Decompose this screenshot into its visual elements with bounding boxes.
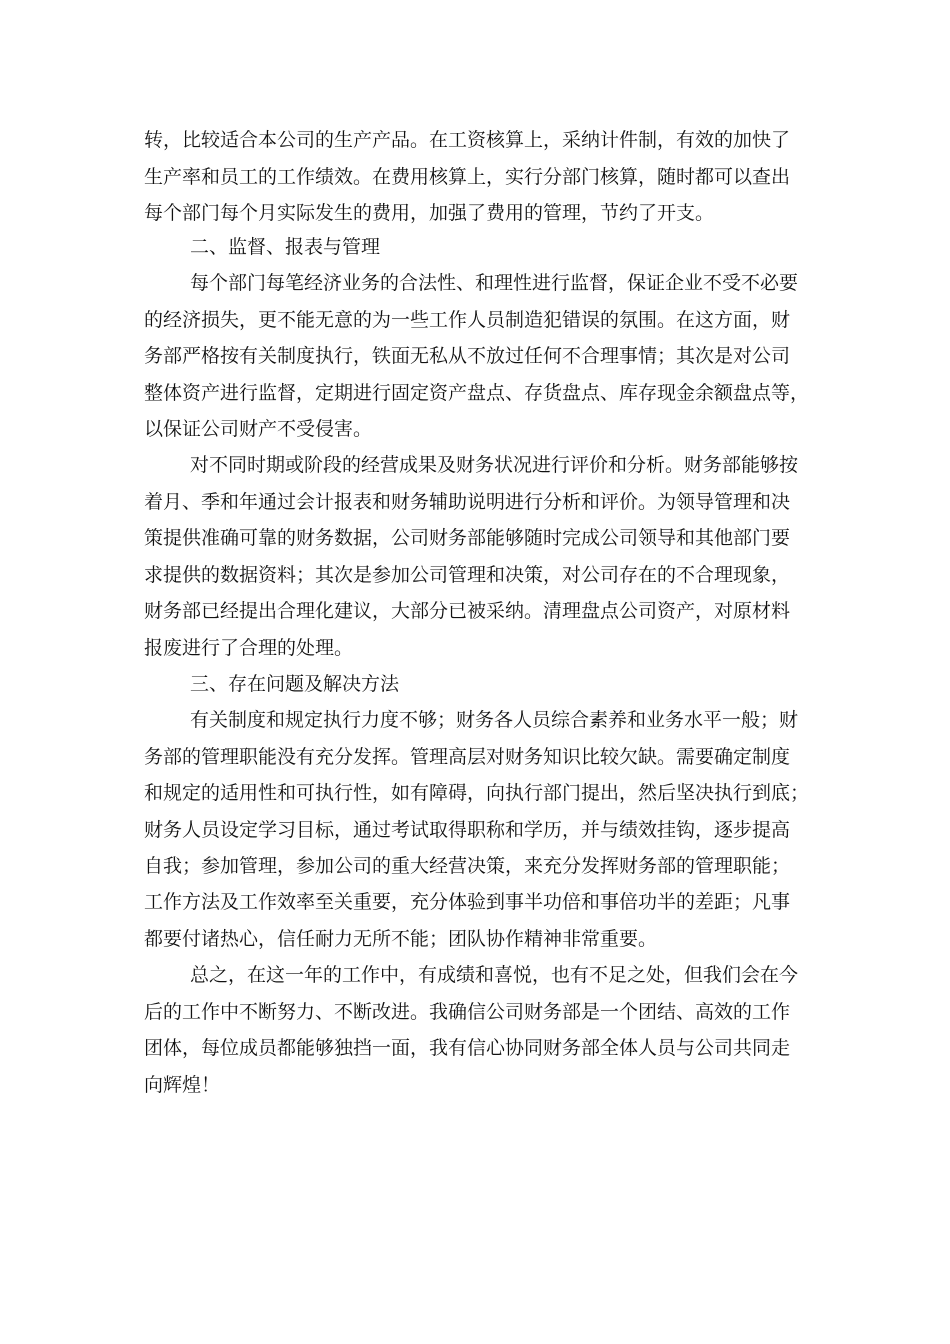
text-line: 整体资产进行监督，定期进行固定资产盘点、存货盘点、库存现金余额盘点等， <box>144 382 810 404</box>
text-line: 每个部门每笔经济业务的合法性、和理性进行监督，保证企业不受不必要 <box>190 272 799 294</box>
text-line: 务部严格按有关制度执行，铁面无私从不放过任何不合理事情；其次是对公司 <box>144 345 791 367</box>
text-line: 自我；参加管理，参加公司的重大经营决策，来充分发挥财务部的管理职能； <box>144 855 791 877</box>
text-line: 转，比较适合本公司的生产产品。在工资核算上，采纳计件制，有效的加快了 <box>144 129 791 151</box>
text-line: 团体，每位成员都能够独挡一面，我有信心协同财务部全体人员与公司共同走 <box>144 1037 791 1059</box>
text-line: 总之，在这一年的工作中，有成绩和喜悦，也有不足之处，但我们会在今 <box>190 964 799 986</box>
text-line: 求提供的数据资料；其次是参加公司管理和决策，对公司存在的不合理现象， <box>144 564 791 586</box>
text-line: 策提供准确可靠的财务数据，公司财务部能够随时完成公司领导和其他部门要 <box>144 527 791 549</box>
text-line: 和规定的适用性和可执行性，如有障碍，向执行部门提出，然后坚决执行到底； <box>144 782 810 804</box>
section-heading: 二、监督、报表与管理 <box>190 236 381 258</box>
text-line: 报废进行了合理的处理。 <box>144 637 354 659</box>
text-line: 后的工作中不断努力、不断改进。我确信公司财务部是一个团结、高效的工作 <box>144 1001 791 1023</box>
text-line: 财务人员设定学习目标，通过考试取得职称和学历，并与绩效挂钩，逐步提高 <box>144 819 791 841</box>
text-line: 每个部门每个月实际发生的费用，加强了费用的管理，节约了开支。 <box>144 202 715 224</box>
text-line: 都要付诸热心，信任耐力无所不能；团队协作精神非常重要。 <box>144 928 658 950</box>
text-line: 生产率和员工的工作绩效。在费用核算上，实行分部门核算，随时都可以查出 <box>144 166 791 188</box>
text-line: 对不同时期或阶段的经营成果及财务状况进行评价和分析。财务部能够按 <box>190 454 799 476</box>
text-line: 向辉煌！ <box>144 1074 221 1096</box>
text-line: 务部的管理职能没有充分发挥。管理高层对财务知识比较欠缺。需要确定制度 <box>144 746 791 768</box>
text-line: 的经济损失，更不能无意的为一些工作人员制造犯错误的氛围。在这方面，财 <box>144 309 791 331</box>
text-line: 财务部已经提出合理化建议，大部分已被采纳。清理盘点公司资产，对原材料 <box>144 600 791 622</box>
text-line: 工作方法及工作效率至关重要，充分体验到事半功倍和事倍功半的差距；凡事 <box>144 891 791 913</box>
text-line: 有关制度和规定执行力度不够；财务各人员综合素养和业务水平一般；财 <box>190 709 799 731</box>
section-heading: 三、存在问题及解决方法 <box>190 673 400 695</box>
text-line: 以保证公司财产不受侵害。 <box>144 418 373 440</box>
text-line: 着月、季和年通过会计报表和财务辅助说明进行分析和评价。为领导管理和决 <box>144 491 791 513</box>
